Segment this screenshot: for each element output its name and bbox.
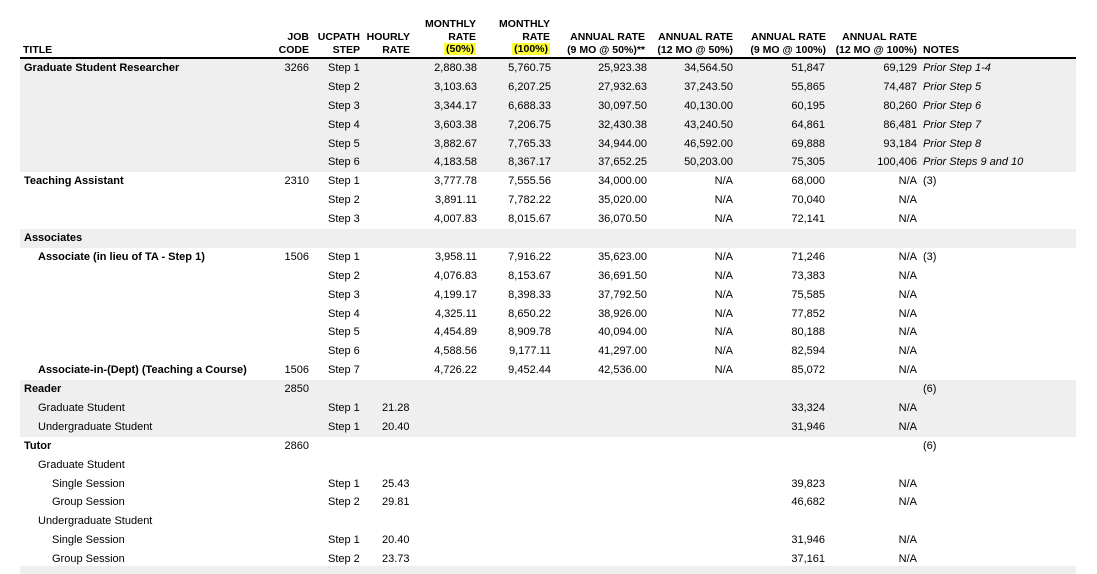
cell-title: Group Session xyxy=(52,496,125,509)
cell-annual-12mo-100: N/A xyxy=(898,420,917,433)
cell-title: Graduate Student xyxy=(38,402,125,415)
cell-monthly-100: 8,650.22 xyxy=(508,307,551,320)
table-row xyxy=(20,78,1076,97)
cell-annual-12mo-50: N/A xyxy=(714,175,733,188)
cell-hourly-rate: 20.40 xyxy=(382,534,410,547)
table-row xyxy=(20,437,1076,456)
cell-monthly-100: 8,367.17 xyxy=(508,156,551,169)
cell-monthly-100: 6,688.33 xyxy=(508,99,551,112)
cell-annual-12mo-100: N/A xyxy=(898,402,917,415)
cell-monthly-50: 4,588.56 xyxy=(434,345,477,358)
cell-step: Step 4 xyxy=(328,307,360,320)
cell-annual-12mo-50: 43,240.50 xyxy=(684,118,733,131)
cell-annual-9mo-50: 35,623.00 xyxy=(598,250,647,263)
cell-monthly-100: 9,452.44 xyxy=(508,364,551,377)
cell-title: Single Session xyxy=(52,477,125,490)
cell-annual-12mo-100: N/A xyxy=(898,534,917,547)
cell-step: Step 3 xyxy=(328,213,360,226)
cell-step: Step 2 xyxy=(328,194,360,207)
cell-annual-9mo-50: 34,000.00 xyxy=(598,175,647,188)
header-annual-9mo-100: ANNUAL RATE (9 MO @ 100%) xyxy=(750,31,826,56)
header-monthly-50: MONTHLY RATE (50%) xyxy=(425,18,476,55)
cell-annual-9mo-100: 51,847 xyxy=(791,62,825,74)
header-ucpath-step: UCPATH STEP xyxy=(317,31,360,56)
cell-monthly-100: 7,206.75 xyxy=(508,118,551,131)
cell-monthly-100: 7,765.33 xyxy=(508,137,551,150)
header-job-code: JOB CODE xyxy=(278,31,309,56)
cell-annual-12mo-50: 46,592.00 xyxy=(684,137,733,150)
cell-annual-9mo-100: 75,305 xyxy=(791,156,825,169)
cell-notes: (6) xyxy=(923,383,937,396)
table-header xyxy=(0,0,1097,59)
cell-job-code: 1506 xyxy=(284,364,309,377)
cell-annual-12mo-50: N/A xyxy=(714,364,733,377)
cell-step: Step 1 xyxy=(328,175,360,188)
cell-step: Step 2 xyxy=(328,496,360,509)
cell-annual-9mo-50: 38,926.00 xyxy=(598,307,647,320)
cell-monthly-100: 7,555.56 xyxy=(508,175,551,188)
table-row xyxy=(20,229,1076,248)
table-row xyxy=(20,399,1076,418)
cell-monthly-50: 2,880.38 xyxy=(434,62,477,74)
table-row xyxy=(20,361,1076,380)
cell-step: Step 7 xyxy=(328,364,360,377)
cell-annual-12mo-50: N/A xyxy=(714,307,733,320)
cell-notes: Prior Step 7 xyxy=(923,118,982,131)
cell-annual-12mo-50: 40,130.00 xyxy=(684,99,733,112)
cell-annual-9mo-50: 37,652.25 xyxy=(598,156,647,169)
header-notes: NOTES xyxy=(923,44,960,56)
table-row xyxy=(20,210,1076,229)
cell-annual-12mo-50: N/A xyxy=(714,250,733,263)
cell-step: Step 1 xyxy=(328,62,360,74)
cell-annual-12mo-100: 69,129 xyxy=(883,62,917,74)
cell-annual-9mo-100: 46,682 xyxy=(791,496,825,509)
cell-monthly-100: 7,916.22 xyxy=(508,250,551,263)
cell-annual-12mo-50: 34,564.50 xyxy=(684,62,733,74)
cell-annual-12mo-50: N/A xyxy=(714,194,733,207)
cell-hourly-rate: 20.40 xyxy=(382,420,410,433)
header-annual-9mo-50: ANNUAL RATE (9 MO @ 50%)** xyxy=(567,31,645,56)
cell-annual-9mo-50: 42,536.00 xyxy=(598,364,647,377)
table-row xyxy=(20,512,1076,531)
cell-annual-9mo-100: 71,246 xyxy=(791,250,825,263)
cell-title: Reader xyxy=(24,383,62,396)
cell-annual-12mo-100: N/A xyxy=(898,553,917,566)
cell-step: Step 2 xyxy=(328,269,360,282)
cell-annual-9mo-100: 60,195 xyxy=(791,99,825,112)
cell-annual-12mo-100: 80,260 xyxy=(883,99,917,112)
table-row xyxy=(20,248,1076,267)
cell-annual-9mo-100: 55,865 xyxy=(791,80,825,93)
header-monthly-100: MONTHLY RATE (100%) xyxy=(499,18,550,55)
cell-monthly-50: 3,103.63 xyxy=(434,80,477,93)
cell-annual-12mo-100: 86,481 xyxy=(883,118,917,131)
bottom-shade-strip xyxy=(20,566,1076,574)
cell-monthly-100: 5,760.75 xyxy=(508,62,551,74)
cell-hourly-rate: 21.28 xyxy=(382,402,410,415)
cell-monthly-50: 4,325.11 xyxy=(434,307,477,320)
cell-annual-9mo-50: 32,430.38 xyxy=(598,118,647,131)
cell-annual-12mo-100: N/A xyxy=(898,269,917,282)
cell-title: Group Session xyxy=(52,553,125,566)
cell-monthly-100: 9,177.11 xyxy=(508,345,551,358)
cell-monthly-50: 3,344.17 xyxy=(434,99,477,112)
cell-annual-12mo-50: 50,203.00 xyxy=(684,156,733,169)
cell-notes: Prior Steps 9 and 10 xyxy=(923,156,1024,169)
cell-job-code: 2310 xyxy=(284,175,309,188)
cell-title: Tutor xyxy=(24,439,52,452)
cell-annual-12mo-100: N/A xyxy=(898,496,917,509)
cell-notes: Prior Step 5 xyxy=(923,80,982,93)
cell-annual-12mo-100: 100,406 xyxy=(877,156,917,169)
cell-annual-9mo-50: 41,297.00 xyxy=(598,345,647,358)
highlight-100: (100%) xyxy=(514,43,548,55)
cell-monthly-50: 3,777.78 xyxy=(434,175,477,188)
cell-annual-9mo-50: 36,691.50 xyxy=(598,269,647,282)
cell-annual-9mo-100: 39,823 xyxy=(791,477,825,490)
cell-annual-12mo-100: N/A xyxy=(898,326,917,339)
cell-step: Step 4 xyxy=(328,118,360,131)
cell-annual-9mo-50: 37,792.50 xyxy=(598,288,647,301)
cell-annual-12mo-100: N/A xyxy=(898,288,917,301)
table-row xyxy=(20,305,1076,324)
cell-annual-12mo-100: N/A xyxy=(898,194,917,207)
cell-annual-9mo-100: 64,861 xyxy=(791,118,825,131)
cell-job-code: 1506 xyxy=(284,250,309,263)
table-row xyxy=(20,97,1076,116)
cell-notes: Prior Step 6 xyxy=(923,99,982,112)
cell-annual-12mo-100: N/A xyxy=(898,213,917,226)
cell-annual-12mo-100: N/A xyxy=(898,345,917,358)
table-row xyxy=(20,418,1076,437)
table-row xyxy=(20,191,1076,210)
cell-annual-9mo-100: 85,072 xyxy=(791,364,825,377)
header-hourly-rate: HOURLY RATE xyxy=(366,31,410,56)
cell-step: Step 2 xyxy=(328,80,360,93)
cell-monthly-50: 4,726.22 xyxy=(434,364,477,377)
cell-annual-9mo-100: 68,000 xyxy=(791,175,825,188)
cell-annual-12mo-100: N/A xyxy=(898,175,917,188)
cell-job-code: 2850 xyxy=(284,383,309,396)
cell-annual-9mo-100: 75,585 xyxy=(791,288,825,301)
cell-hourly-rate: 29.81 xyxy=(382,496,410,509)
cell-annual-9mo-100: 77,852 xyxy=(791,307,825,320)
table-row xyxy=(20,380,1076,399)
header-title: TITLE xyxy=(23,44,53,56)
cell-step: Step 2 xyxy=(328,553,360,566)
table-row xyxy=(20,286,1076,305)
cell-monthly-50: 3,882.67 xyxy=(434,137,477,150)
cell-step: Step 5 xyxy=(328,326,360,339)
cell-monthly-100: 8,153.67 xyxy=(508,269,551,282)
table-row xyxy=(20,116,1076,135)
table-row xyxy=(20,153,1076,172)
cell-annual-9mo-100: 31,946 xyxy=(791,420,825,433)
table-row xyxy=(20,267,1076,286)
table-row xyxy=(20,531,1076,550)
header-annual-12mo-100: ANNUAL RATE (12 MO @ 100%) xyxy=(835,31,917,56)
cell-notes: (6) xyxy=(923,439,937,452)
highlight-50: (50%) xyxy=(445,43,474,55)
cell-step: Step 3 xyxy=(328,288,360,301)
cell-hourly-rate: 23.73 xyxy=(382,553,410,566)
cell-title: Graduate Student Researcher xyxy=(24,62,180,74)
cell-hourly-rate: 25.43 xyxy=(382,477,410,490)
cell-annual-12mo-100: N/A xyxy=(898,477,917,490)
cell-title: Undergraduate Student xyxy=(38,515,153,528)
cell-step: Step 1 xyxy=(328,477,360,490)
cell-annual-9mo-50: 40,094.00 xyxy=(598,326,647,339)
cell-annual-12mo-100: N/A xyxy=(898,364,917,377)
cell-title: Single Session xyxy=(52,534,125,547)
cell-step: Step 3 xyxy=(328,99,360,112)
cell-annual-9mo-100: 80,188 xyxy=(791,326,825,339)
cell-annual-12mo-100: N/A xyxy=(898,307,917,320)
cell-monthly-50: 3,958.11 xyxy=(434,250,477,263)
cell-monthly-50: 3,603.38 xyxy=(434,118,477,131)
cell-step: Step 5 xyxy=(328,137,360,150)
cell-title: Undergraduate Student xyxy=(38,420,153,433)
table-row xyxy=(20,493,1076,512)
cell-monthly-50: 3,891.11 xyxy=(434,194,477,207)
cell-annual-9mo-100: 82,594 xyxy=(791,345,825,358)
cell-step: Step 1 xyxy=(328,534,360,547)
cell-monthly-100: 8,909.78 xyxy=(508,326,551,339)
cell-notes: (3) xyxy=(923,175,937,188)
cell-annual-9mo-50: 35,020.00 xyxy=(598,194,647,207)
cell-annual-9mo-100: 69,888 xyxy=(791,137,825,150)
cell-step: Step 1 xyxy=(328,420,360,433)
cell-step: Step 6 xyxy=(328,156,360,169)
cell-title: Associate (in lieu of TA - Step 1) xyxy=(38,250,205,263)
cell-annual-9mo-100: 72,141 xyxy=(791,213,825,226)
cell-monthly-50: 4,454.89 xyxy=(434,326,477,339)
cell-annual-12mo-50: 37,243.50 xyxy=(684,80,733,93)
table-row xyxy=(20,475,1076,494)
cell-annual-12mo-100: 74,487 xyxy=(883,80,917,93)
cell-annual-9mo-50: 25,923.38 xyxy=(598,62,647,74)
cell-monthly-50: 4,007.83 xyxy=(434,213,477,226)
cell-title: Associates xyxy=(24,232,83,245)
cell-step: Step 6 xyxy=(328,345,360,358)
cell-step: Step 1 xyxy=(328,250,360,263)
cell-annual-9mo-100: 33,324 xyxy=(791,402,825,415)
cell-annual-12mo-50: N/A xyxy=(714,213,733,226)
table-row xyxy=(20,342,1076,361)
cell-annual-12mo-100: N/A xyxy=(898,250,917,263)
table-row xyxy=(20,456,1076,475)
cell-title: Graduate Student xyxy=(38,458,125,471)
cell-monthly-100: 6,207.25 xyxy=(508,80,551,93)
cell-annual-12mo-50: N/A xyxy=(714,269,733,282)
cell-job-code: 2860 xyxy=(284,439,309,452)
cell-annual-12mo-50: N/A xyxy=(714,345,733,358)
cell-title: Associate-in-(Dept) (Teaching a Course) xyxy=(38,364,247,377)
cell-step: Step 1 xyxy=(328,402,360,415)
cell-title: Teaching Assistant xyxy=(24,175,124,188)
table-row xyxy=(20,135,1076,154)
rates-table xyxy=(20,59,1076,569)
cell-annual-12mo-50: N/A xyxy=(714,288,733,301)
cell-annual-9mo-50: 34,944.00 xyxy=(598,137,647,150)
cell-annual-12mo-50: N/A xyxy=(714,326,733,339)
cell-monthly-50: 4,076.83 xyxy=(434,269,477,282)
cell-annual-9mo-100: 70,040 xyxy=(791,194,825,207)
table-row xyxy=(20,323,1076,342)
cell-annual-9mo-50: 27,932.63 xyxy=(598,80,647,93)
table-row xyxy=(20,172,1076,191)
cell-notes: Prior Step 8 xyxy=(923,137,982,150)
cell-monthly-50: 4,183.58 xyxy=(434,156,477,169)
cell-notes: Prior Step 1-4 xyxy=(923,62,991,74)
header-annual-12mo-50: ANNUAL RATE (12 MO @ 50%) xyxy=(657,31,733,56)
cell-annual-9mo-50: 30,097.50 xyxy=(598,99,647,112)
cell-monthly-100: 8,398.33 xyxy=(508,288,551,301)
table-row xyxy=(20,59,1076,78)
cell-monthly-100: 7,782.22 xyxy=(508,194,551,207)
cell-monthly-100: 8,015.67 xyxy=(508,213,551,226)
cell-notes: (3) xyxy=(923,250,937,263)
cell-job-code: 3266 xyxy=(284,62,309,74)
cell-monthly-50: 4,199.17 xyxy=(434,288,477,301)
cell-annual-9mo-50: 36,070.50 xyxy=(598,213,647,226)
cell-annual-12mo-100: 93,184 xyxy=(883,137,917,150)
cell-annual-9mo-100: 31,946 xyxy=(791,534,825,547)
cell-annual-9mo-100: 73,383 xyxy=(791,269,825,282)
cell-annual-9mo-100: 37,161 xyxy=(791,553,825,566)
